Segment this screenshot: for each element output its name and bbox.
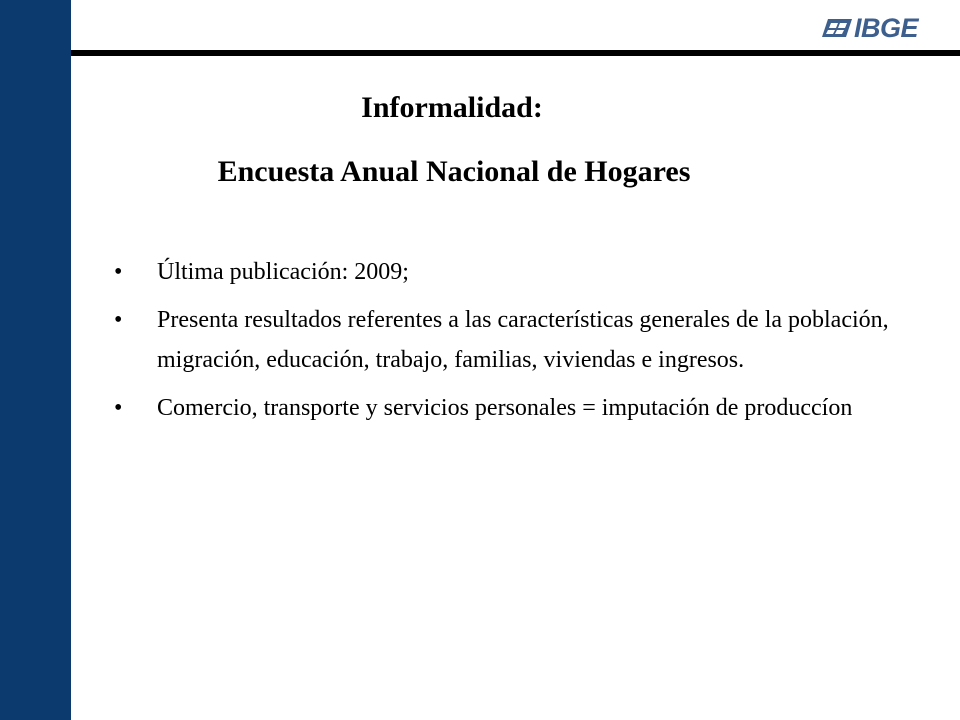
slide-subtitle: Encuesta Anual Nacional de Hogares bbox=[217, 155, 691, 188]
bullet-item bbox=[114, 300, 914, 380]
left-sidebar-band bbox=[0, 0, 71, 720]
bullet-icon: • bbox=[114, 395, 123, 421]
bullet-item bbox=[114, 252, 914, 292]
bullet-text: Última publicación: 2009; bbox=[157, 259, 409, 285]
logo-wordmark: IBGE bbox=[854, 13, 919, 43]
bullet-item bbox=[114, 388, 914, 428]
bullet-text: Presenta resultados referentes a las características generales de la población, migración, educación, trabajo, familias, viviendas e ingresos. bbox=[157, 307, 889, 373]
ibge-emblem-icon bbox=[822, 17, 852, 39]
bullet-text: Comercio, transporte y servicios personales = imputación de produccíon bbox=[157, 395, 853, 421]
ibge-logo bbox=[822, 12, 940, 44]
bullet-icon: • bbox=[114, 307, 123, 333]
slide-title: Informalidad: bbox=[361, 91, 543, 124]
bullet-icon: • bbox=[114, 259, 123, 285]
header-divider bbox=[71, 50, 960, 56]
bullet-list bbox=[114, 252, 914, 436]
